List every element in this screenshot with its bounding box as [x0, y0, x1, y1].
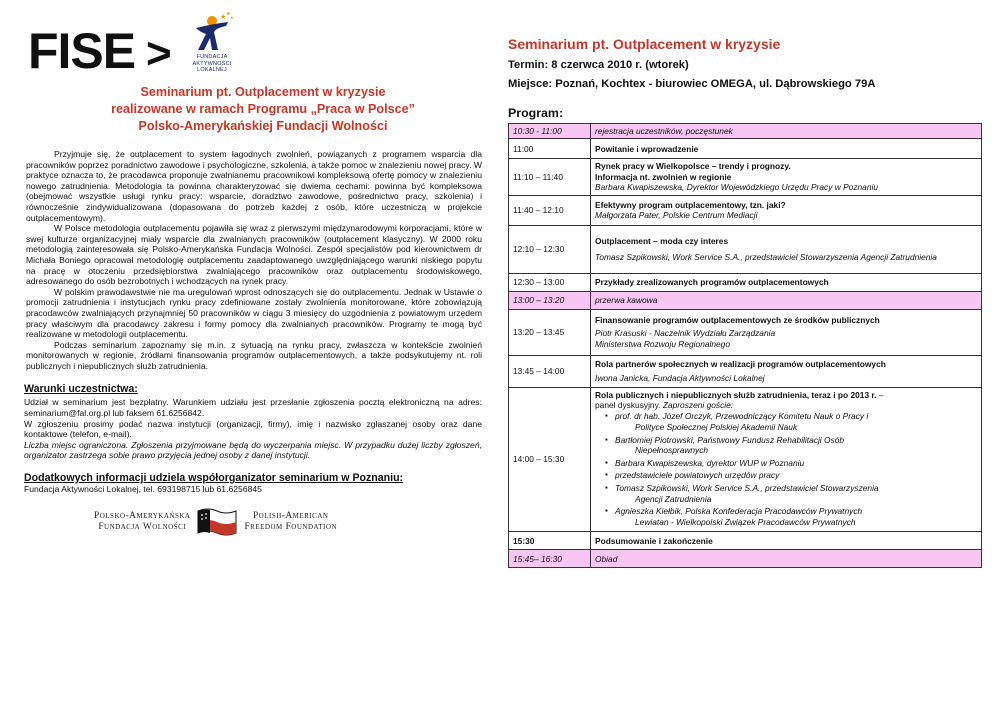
event-cell: Powitanie i wprowadzenie	[591, 139, 982, 159]
venue-line: Miejsce: Poznań, Kochtex - biurowiec OMEGA, ul. Dąbrowskiego 79A	[508, 78, 876, 90]
info-heading: Dodatkowych informacji udziela współorganizator seminarium w Poznaniu:	[24, 472, 404, 485]
table-row	[509, 532, 982, 550]
program-title: Seminarium pt. Outplacement w kryzysie	[508, 36, 781, 52]
event-cell: Rola partnerów społecznych w realizacji programów outplacementowych Iwona Janicka, Fundacja Aktywności Lokalnej	[591, 355, 982, 387]
svg-text:★: ★	[226, 11, 231, 17]
list-item: ▪ Tomasz Szpikowski, Work Service S.A., przedstawiciel Stowarzyszenia Agencji Zatrudnienia	[605, 483, 977, 504]
time-cell: 10:30 - 11:00	[509, 124, 591, 139]
partner-name-pl: Polsko-Amerykańska Fundacja Wolności	[94, 511, 191, 533]
table-row	[509, 291, 982, 309]
table-row	[509, 159, 982, 195]
fal-logo	[182, 10, 242, 80]
svg-text:>: >	[146, 29, 172, 72]
seminar-title: Seminarium pt. Outplacement w kryzysie realizowane w ramach Programu „Praca w Polsce” Polsko-Amerykańskiej Fundacji Wolności	[111, 85, 415, 133]
table-row	[509, 139, 982, 159]
event-cell: Finansowanie programów outplacementowych ze środków publicznych Piotr Krasuski - Naczelnik Wydziału Zarządzania Ministerstwa Rozwoju Regionalnego	[591, 309, 982, 355]
event-cell: Rynek pracy w Wielkopolsce – trendy i prognozy. Informacja nt. zwolnień w regionie Barbara Kwapiszewska, Dyrektor Wojewódzkiego Urzędu Pracy w Poznaniu	[591, 159, 982, 195]
time-cell: 13:00 – 13:20	[509, 291, 591, 309]
event-cell: Efektywny program outplacementowy, tzn. jaki? Małgorzata Pater, Polskie Centrum Mediacji	[591, 195, 982, 225]
list-item: ▪ prof. dr hab. Józef Orczyk, Przewodniczący Komitetu Nauk o Pracy i Polityce Społecznej Polskiej Akademii Nauk	[605, 411, 977, 432]
time-cell: 12:30 – 13:00	[509, 273, 591, 291]
fise-logo	[28, 26, 176, 72]
table-row	[509, 195, 982, 225]
table-row	[509, 550, 982, 568]
svg-text:FISE: FISE	[28, 26, 136, 72]
time-cell: 12:10 – 12:30	[509, 225, 591, 273]
time-cell: 15:30	[509, 532, 591, 550]
time-cell: 11:40 – 12:10	[509, 195, 591, 225]
partner-logo	[94, 507, 482, 537]
time-cell: 11:10 – 11:40	[509, 159, 591, 195]
event-cell: Podsumowanie i zakończenie	[591, 532, 982, 550]
program-heading: Program:	[508, 106, 564, 120]
info-contact: Fundacja Aktywności Lokalnej, tel. 693198715 lub 61.6256845	[24, 484, 262, 495]
table-row	[509, 355, 982, 387]
paragraph: W polskim prawodawstwie nie ma uregulowań wprost odnoszących się do outplacementu. Jednak w Ustawie o promocji zatrudnienia i instytucjach rynku pracy zdefiniowane zostały zwolnienia monitorowane, które zobowiązują pracodawców zwalniających przynajmniej 50 pracowników w ciągu 3 miesięcy do uzgodnienia z powiatowym urzędem pracy właściwym dla pracodawcy zakresu i formy pomocy dla zwalnianych pracowników. Programy te mogą być realizowane w metodologii outplacementu.	[26, 286, 482, 340]
right-column	[508, 34, 972, 568]
svg-text:★: ★	[230, 15, 234, 20]
program-table	[508, 123, 982, 568]
flag-emblem-icon	[196, 507, 238, 537]
time-cell: 13:45 – 14:00	[509, 355, 591, 387]
event-cell: Rola publicznych i niepublicznych służb zatrudnienia, teraz i po 2013 r. – panel dyskusyjny. Zaproszeni goście: ▪ prof. dr hab. Józef Orczyk, Przewodniczący Komitetu Nauk o Pracy i Polityce Społecznej Polskiej Akademii Nauk ▪ Bartłomiej Piotrowski, Państwowy Fundusz Rehabilitacji Osób Niepełnosprawnych ▪ Barbara Kwapiszewska, dyrektor WUP w Poznaniu ▪ przedstawiciele powiatowych urzędów pracy ▪ Tomasz Szpikowski, Work Service S.A., przedstawiciel Stowarzyszenia Agencji Zatrudnienia ▪ Agnieszka Kiełbik, Polska Konfederacja Pracodawców Prywatnych Lewiatan - Wielkopolski Związek Pracodawców Prywatnych	[591, 387, 982, 532]
partner-name-en: Polish-American Freedom Foundation	[244, 511, 337, 533]
table-row	[509, 225, 982, 273]
fal-figure-icon	[190, 10, 234, 54]
event-cell: przerwa kawowa	[591, 291, 982, 309]
paragraph: Podczas seminarium zapoznamy się m.in. z sytuacją na rynku pracy, zwłaszcza w kontekście zwolnień monitorowanych w regionie, źródłami finansowania programów outplacementowych, a także podsykutujemy nt. roli publicznych i niepublicznych służb zatrudnienia.	[26, 339, 482, 371]
event-cell: Outplacement – moda czy interes Tomasz Szpikowski, Work Service S.A., przedstawiciel Stowarzyszenia Agencji Zatrudnienia	[591, 225, 982, 273]
list-item: ▪ przedstawiciele powiatowych urzędów pracy	[605, 470, 977, 481]
date-line: Termin: 8 czerwca 2010 r. (wtorek)	[508, 59, 689, 71]
event-cell: Obiad	[591, 550, 982, 568]
guest-list	[605, 411, 977, 527]
paragraph: W Polsce metodologia outplacementu pojawiła się wraz z pierwszymi międzynarodowymi korporacjami, które w swej kulturze organizacyjnej miały wsparcie dla zwalnianych pracowników (outplacement klasyczny). W 2000 roku metodologią zainteresowała się Polsko-Amerykańska Fundacja Wolności. Zespół specjalistów pod kierownictwem dr Michała Boniego opracował metodologię outplacementu zaadaptowanego uwzględniającego warunki niskiego popytu na pracę w otoczeniu przedsiębiorstwa zwalniającego pracowników oraz outplacementu środowiskowego, adresowanego do osób bezrobotnych i wchodzących na rynek pracy.	[26, 223, 482, 287]
table-row	[509, 309, 982, 355]
time-cell: 13:20 – 13:45	[509, 309, 591, 355]
table-row	[509, 273, 982, 291]
event-cell: Przykłady zrealizowanych programów outplacementowych	[591, 273, 982, 291]
paragraph: Przyjmuje się, że outplacement to system łagodnych zwolnień, powiązanych z programem wsparcia dla pracowników poprzez poradnictwo zawodowe i psychologiczne, szkolenia, a także pomoc w znalezieniu nowej pracy. W praktyce oznacza to, że pracodawca proponuje zwalnianemu pracownikowi kompleksową ofertę pomocy w znalezieniu nowego zatrudnienia. Metodologia ta powinna charakteryzować się dwiema cechami: powinna być kompleksowa (obejmować wszystkie usługi rynku pracy: wsparcie, doradztwo zawodowe, pośrednictwo pracy, szkolenia) i równocześnie zindywidualizowana (dopasowana do potrzeb każdej z osób, które uczestniczą w projekcie outplacementowym).	[26, 149, 482, 223]
list-item: ▪ Agnieszka Kiełbik, Polska Konfederacja Pracodawców Prywatnych Lewiatan - Wielkopolski Związek Pracodawców Prywatnych	[605, 506, 977, 527]
table-row	[509, 124, 982, 139]
left-column	[24, 10, 482, 537]
svg-text:★: ★	[220, 14, 227, 21]
list-item: ▪ Bartłomiej Piotrowski, Państwowy Fundusz Rehabilitacji Osób Niepełnosprawnych	[605, 435, 977, 456]
list-item: ▪ Barbara Kwapiszewska, dyrektor WUP w Poznaniu	[605, 458, 977, 469]
description-text	[24, 149, 482, 371]
time-cell: 15:45– 16:30	[509, 550, 591, 568]
conditions-text: Udział w seminarium jest bezpłatny. Warunkiem udziału jest przesłanie zgłoszenia pocztą elektroniczną na adres: seminarium@fal.org.pl lub faksem 61.6256842. W zgłoszeniu prosimy podać nazwa instytucji (organizacji, firmy), imię i nazwisko zgłaszanej osoby oraz dane kontaktowe (telefon, e-mail). Liczba miejsc ograniczona. Zgłoszenia przyjmowane będą do wyczerpania miejsc. W przypadku dużej liczby zgłoszeń, organizator zastrzega sobie prawo przyjęcia jednej osoby z danej instytucji.	[24, 397, 482, 461]
time-cell: 11:00	[509, 139, 591, 159]
event-cell: rejestracja uczestników, poczęstunek	[591, 124, 982, 139]
conditions-heading: Warunki uczestnictwa:	[24, 383, 138, 396]
time-cell: 14:00 – 15:30	[509, 387, 591, 532]
fal-logo-text: FUNDACJA AKTYWNOŚCI LOKALNEJ	[192, 54, 232, 73]
logo-row	[28, 10, 482, 80]
table-row	[509, 387, 982, 532]
